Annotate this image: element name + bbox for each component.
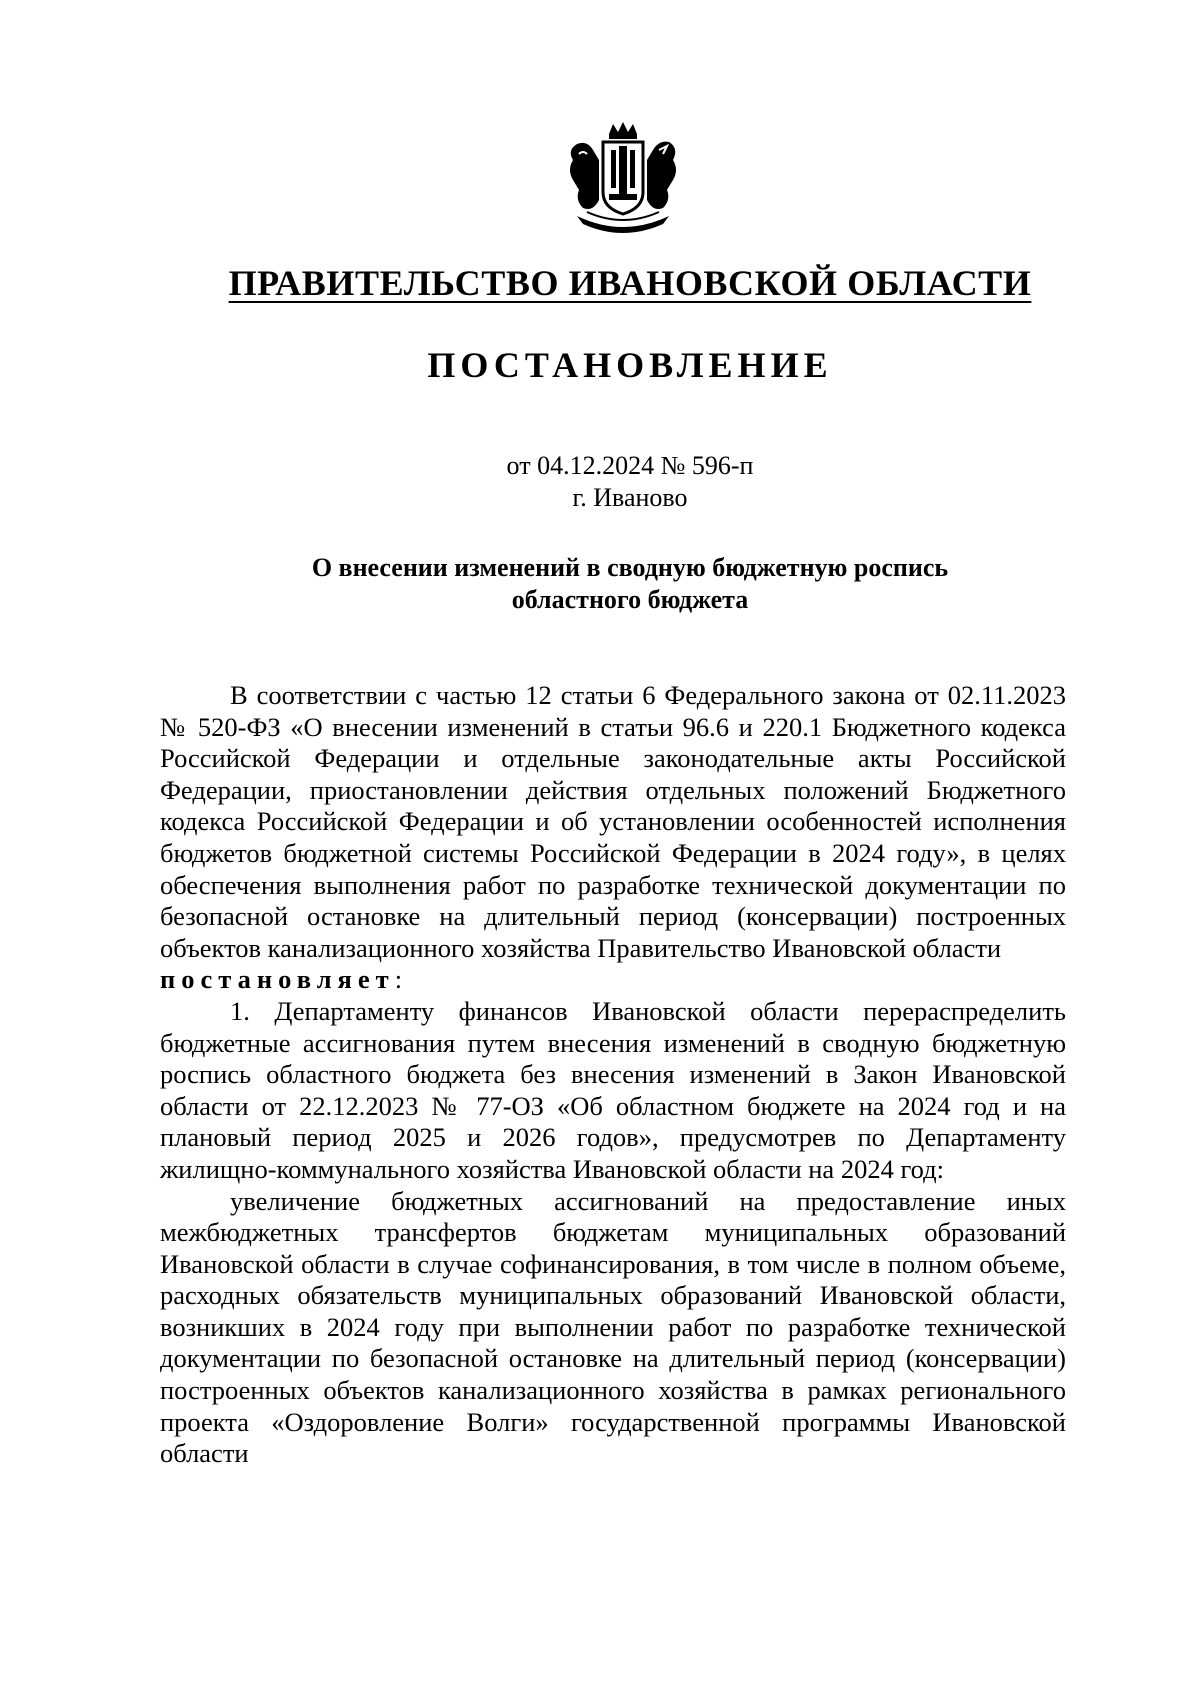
item-1-detail-paragraph: увеличение бюджетных ассигнований на предоставление иных межбюджетных трансфертов бюджетам муниципальных образований Ивановской области в случае софинансирования, в том числе в полном объеме, расходных обязательств муниципальных образований Ивановской области, возникших в 2024 году при выполнении работ по разработке технической документации по безопасной остановке на длительный период (консервации) построенных объектов канализационного хозяйства в рамках регионального проекта «Оздоровление Волги» государственной программы Ивановской области bbox=[160, 1185, 1066, 1469]
document-subject bbox=[0, 552, 1200, 616]
organization-name: ПРАВИТЕЛЬСТВО ИВАНОВСКОЙ ОБЛАСТИ bbox=[228, 263, 1032, 303]
preamble-paragraph bbox=[160, 680, 1066, 964]
city: г. Иваново bbox=[572, 483, 688, 512]
subject-line-1: О внесении изменений в сводную бюджетную роспись bbox=[311, 553, 949, 582]
resolves-word: постановляет bbox=[160, 964, 395, 995]
document-meta bbox=[0, 450, 1200, 514]
preamble-text: В соответствии с частью 12 статьи 6 Федерального закона от 02.11.2023 № 520-ФЗ «О внесении изменений в статьи 96.6 и 220.1 Бюджетного кодекса Российской Федерации и отдельные законодательные акты Российской Федерации, приостановлении действия отдельных положений Бюджетного кодекса Российской Федерации и об установлении особенностей исполнения бюджетов бюджетной системы Российской Федерации в 2024 году», в целях обеспечения выполнения работ по разработке технической документации по безопасной остановке на длительный период (консервации) построенных объектов канализационного хозяйства Правительство Ивановской области bbox=[160, 680, 1066, 963]
coat-of-arms-icon bbox=[563, 120, 683, 238]
item-1-paragraph: 1. Департаменту финансов Ивановской области перераспределить бюджетные ассигнования путем внесения изменений в сводную бюджетную роспись областного бюджета без внесения изменений в Закон Ивановской области от 22.12.2023 № 77-ОЗ «Об областном бюджете на 2024 год и на плановый период 2025 и 2026 годов», предусмотрев по Департаменту жилищно-коммунального хозяйства Ивановской области на 2024 год: bbox=[160, 995, 1066, 1184]
subject-line-2: областного бюджета bbox=[511, 585, 749, 614]
organization-title bbox=[0, 262, 1200, 304]
document-body bbox=[160, 680, 1066, 1470]
date-number: от 04.12.2024 № 596-п bbox=[506, 451, 754, 480]
resolves-colon: : bbox=[394, 964, 403, 995]
resolves-line bbox=[160, 964, 1066, 996]
document-type: ПОСТАНОВЛЕНИЕ bbox=[427, 345, 833, 385]
